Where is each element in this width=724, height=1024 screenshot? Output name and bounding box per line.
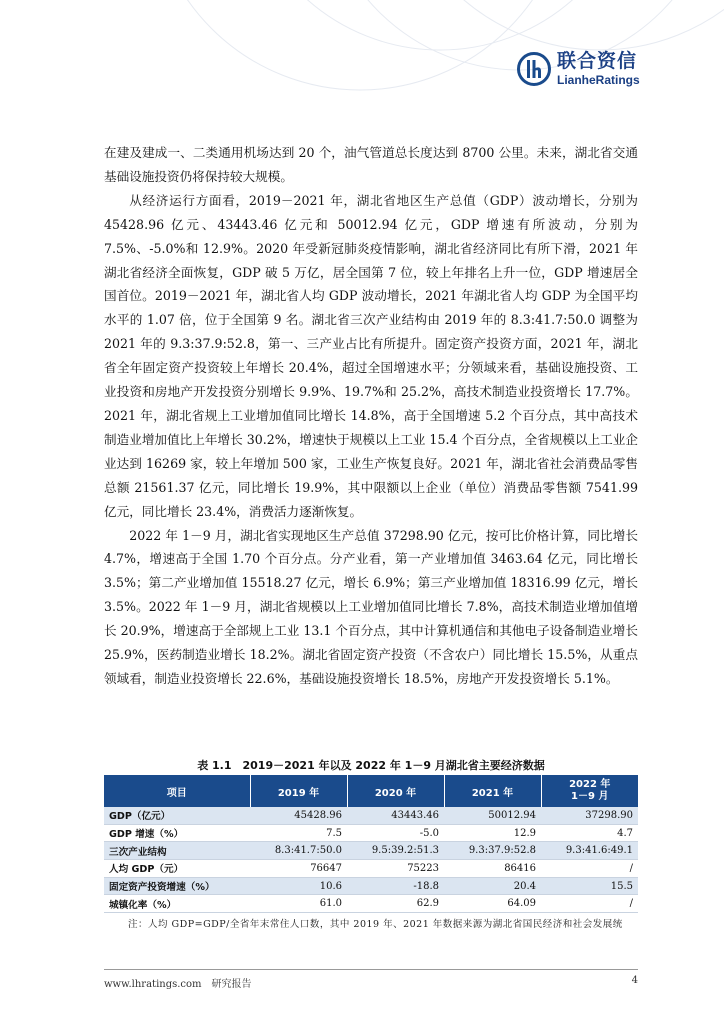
logo-chinese-name: 联合资信 [557,50,638,72]
cell-2019: 10.6 [250,877,347,895]
footer-website: www.lhratings.com 研究报告 [104,979,252,990]
deco-circle [240,0,640,50]
table-row [104,824,638,842]
logo-english-name: LianheRatings [557,73,640,87]
cell-2021: 50012.94 [444,807,541,824]
cell-2021: 9.3:37.9:52.8 [444,842,541,860]
cell-2019: 45428.96 [250,807,347,824]
cell-2022: / [541,895,638,913]
deco-circle [150,0,570,90]
row-label: 人均 GDP（元） [104,860,250,878]
lianhe-logo-icon [517,52,551,86]
cell-2019: 7.5 [250,824,347,842]
row-label: GDP（亿元） [104,807,250,824]
table-row [104,895,638,913]
row-label: GDP 增速（%） [104,824,250,842]
cell-2021: 86416 [444,860,541,878]
table-row [104,842,638,860]
cell-2020: 62.9 [347,895,444,913]
header-2021: 2021 年 [444,775,541,807]
header-2019: 2019 年 [250,775,347,807]
table-row [104,860,638,878]
paragraph-1: 在建及建成一、二类通用机场达到 20 个，油气管道总长度达到 8700 公里。未来，湖北省交通基础设施投资仍将保持较大规模。 [104,145,638,184]
body-text [104,141,638,691]
cell-2019: 61.0 [250,895,347,913]
table-row [104,877,638,895]
row-label: 城镇化率（%） [104,895,250,913]
cell-2019: 76647 [250,860,347,878]
header-item: 项目 [104,775,250,807]
header-2022-year: 2022 年 [569,779,611,790]
table-note: 注：人均 GDP=GDP/全省年末常住人口数，其中 2019 年、2021 年数据来源为湖北省国民经济和社会发展统 [128,919,623,930]
cell-2022: 37298.90 [541,807,638,824]
paragraph-2: 从经济运行方面看，2019－2021 年，湖北省地区生产总值（GDP）波动增长，分别为 45428.96 亿元、43443.46 亿元和 50012.94 亿元，GDP 增速有所波动，分别为 7.5%、-5.0%和 12.9%。2020 年受新冠肺炎疫情影响，湖北省经济同比有所下滑，2021 年湖北省经济全面恢复，GDP 破 5 万亿，居全国第 7 位，较上年排名上升一位，GDP 增速居全国首位。2019－2021 年，湖北省人均 GDP 波动增长，2021 年湖北省人均 GDP 为全国平均水平的 1.07 倍，位于全国第 9 名。湖北省三次产业结构由 2019 年的 8.3:41.7:50.0 调整为 2021 年的 9.3:37.9:52.8，第一、三产业占比有所提升。固定资产投资方面，2021 年，湖北省全年固定资产投资较上年增长 20.4%，超过全国增速水平；分领域来看，基础设施投资、工业投资和房地产开发投资分别增长 9.9%、19.7%和 25.2%，高技术制造业投资增长 17.7%。2021 年，湖北省规上工业增加值同比增长 14.8%，高于全国增速 5.2 个百分点，其中高技术制造业增加值比上年增长 30.2%，增速快于规模以上工业 15.4 个百分点，全省规模以上工业企业达到 16269 家，较上年增加 500 家，工业生产恢复良好。2021 年，湖北省社会消费品零售总额 21561.37 亿元，同比增长 19.9%，其中限额以上企业（单位）消费品零售额 7541.99 亿元，同比增长 23.4%，消费活力逐渐恢复。 [104,192,638,519]
table-row [104,807,638,824]
header-2022-months: 1－9 月 [571,791,609,802]
economic-data-table [104,775,638,913]
cell-2021: 64.09 [444,895,541,913]
table-header-row [104,775,638,807]
table-caption: 表 1.1 2019－2021 年以及 2022 年 1－9 月湖北省主要经济数据 [197,759,545,772]
cell-2021: 12.9 [444,824,541,842]
footer-divider [104,969,638,970]
cell-2020: -18.8 [347,877,444,895]
cell-2020: 9.5:39.2:51.3 [347,842,444,860]
cell-2022: / [541,860,638,878]
company-logo [517,52,640,86]
header-2020: 2020 年 [347,775,444,807]
cell-2020: 43443.46 [347,807,444,824]
deco-circle [390,0,724,50]
page-number: 4 [631,975,638,986]
cell-2021: 20.4 [444,877,541,895]
cell-2019: 8.3:41.7:50.0 [250,842,347,860]
row-label: 固定资产投资增速（%） [104,877,250,895]
cell-2022: 9.3:41.6:49.1 [541,842,638,860]
cell-2020: -5.0 [347,824,444,842]
row-label: 三次产业结构 [104,842,250,860]
header-2022 [541,775,638,807]
cell-2020: 75223 [347,860,444,878]
cell-2022: 15.5 [541,877,638,895]
paragraph-3: 2022 年 1－9 月，湖北省实现地区生产总值 37298.90 亿元，按可比价格计算，同比增长 4.7%，增速高于全国 1.70 个百分点。分产业看，第一产业增加值 3463.64 亿元，同比增长 3.5%；第二产业增加值 15518.27 亿元，增长 6.9%；第三产业增加值 18316.99 亿元，增长 3.5%。2022 年 1－9 月，湖北省规模以上工业增加值同比增长 7.8%，高技术制造业增加值增长 20.9%，增速高于全部规上工业 13.1 个百分点，其中计算机通信和其他电子设备制造业增长 25.9%，医药制造业增长 18.2%。湖北省固定资产投资（不含农户）同比增长 15.5%，从重点领域看，制造业投资增长 22.6%，基础设施投资增长 18.5%，房地产开发投资增长 5.1%。 [104,527,638,686]
cell-2022: 4.7 [541,824,638,842]
